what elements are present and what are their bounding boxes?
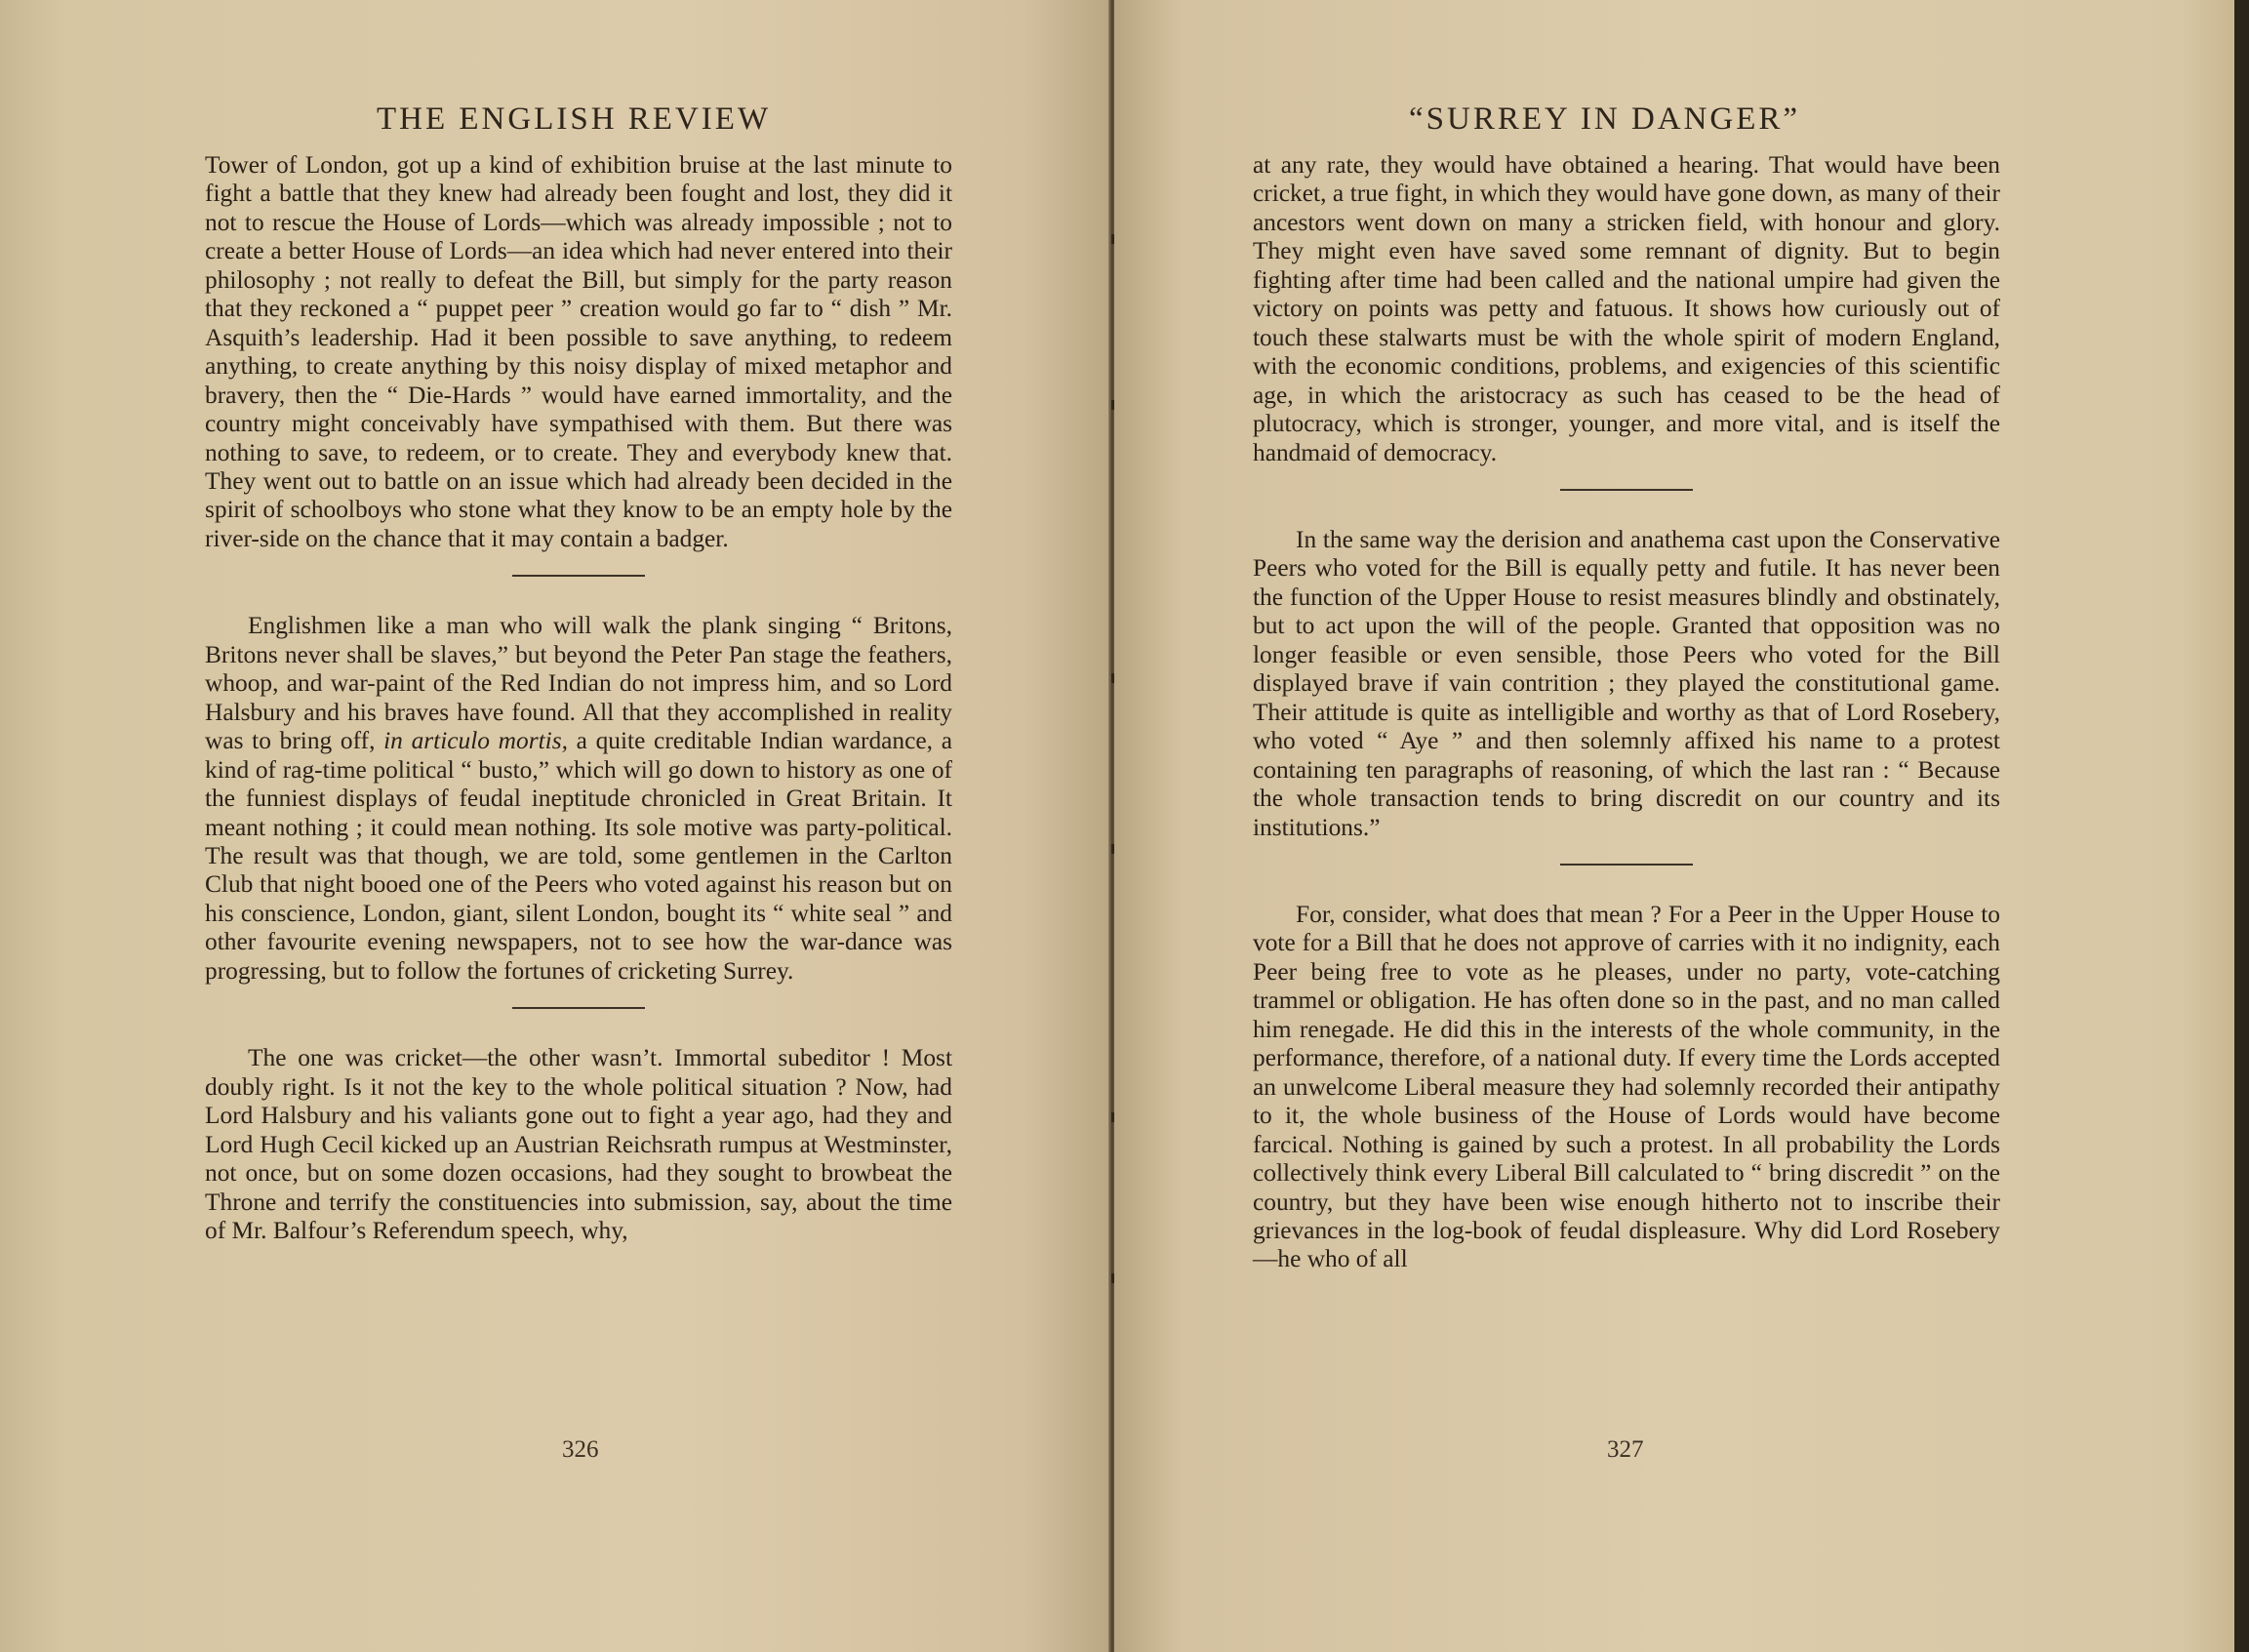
- running-head-right: “SURREY IN DANGER”: [1409, 101, 1801, 137]
- page-number-left: 326: [562, 1436, 599, 1463]
- section-divider-right-1: [1253, 467, 2000, 526]
- section-divider-left-2: [205, 986, 952, 1044]
- right-page: [1114, 0, 2236, 1652]
- page-number-right: 327: [1607, 1436, 1644, 1463]
- section-divider-right-2: [1253, 842, 2000, 901]
- left-paragraph-2: [205, 612, 952, 986]
- right-paragraph-2: In the same way the derision and anathema cast upon the Conservative Peers who voted for the Bill is equally petty and futile. It has never been the function of the Upper House to resist measures blindly and obstinately, but to act upon the will of the people. Granted that opposition was no longer feasible or even sensible, those Peers who voted for the Bill displayed brave if vain contrition ; they played the constitutional game. Their attitude is quite as intelligible and worthy as that of Lord Rosebery, who voted “ Aye ” and then solemnly affixed his name to a protest containing ten paragraphs of reasoning, of which the last ran : “ Because the whole transaction tends to bring discredit on our country and its institutions.”: [1253, 525, 2000, 841]
- left-paragraph-1: Tower of London, got up a kind of exhibition bruise at the last minute to fight a battle that they knew had already been fought and lost, they did it not to rescue the House of Lords—which was already impossible ; not to create a better House of Lords—an idea which had never entered into their philosophy ; not really to defeat the Bill, but simply for the party reason that they reckoned a “ puppet peer ” creation would go far to “ dish ” Mr. Asquith’s leadership. Had it been possible to save anything, to redeem anything, to create anything by this noisy display of mixed metaphor and bravery, then the “ Die-Hards ” would have earned immortality, and the country might conceivably have sympathised with them. But there was nothing to save, to redeem, or to create. They and everybody knew that. They went out to battle on an issue which had already been decided in the spirit of schoolboys who stone what they know to be an empty hole by the river-side on the chance that it may contain a badger.: [205, 151, 952, 552]
- italic-phrase: in articulo mortis,: [383, 727, 568, 755]
- section-divider-left-1: [205, 553, 952, 612]
- page-edge-shadow: [2234, 0, 2249, 1652]
- left-text-block: [205, 151, 952, 1245]
- running-head-left: THE ENGLISH REVIEW: [377, 101, 772, 137]
- left-paragraph-2-end: a quite creditable Indian wardance, a kind of rag-time political “ busto,” which will go down to history as one of the funniest displays of feudal ineptitude chronicled in Great Britain. It meant nothing ; it could mean nothing. Its sole motive was party-political. The result was that though, we are told, some gentlemen in the Carlton Club that night booed one of the Peers who voted against his reason but on his conscience, London, giant, silent London, bought its “ white seal ” and other favourite evening newspapers, not to see how the war-dance was progressing, but to follow the fortunes of cricketing Surrey.: [205, 727, 952, 985]
- right-paragraph-1: at any rate, they would have obtained a hearing. That would have been cricket, a true fight, in which they would have gone down, as many of their ancestors went down on many a stricken field, with honour and glory. They might even have saved some remnant of dignity. But to begin fighting after time had been called and the national umpire had given the victory on points was petty and fatuous. It shows how curiously out of touch these stalwarts must be with the whole spirit of modern England, with the economic conditions, problems, and exigencies of this scientific age, in which the aristocracy as such has ceased to be the head of plutocracy, which is stronger, younger, and more vital, and is itself the handmaid of democracy.: [1253, 151, 2000, 466]
- left-paragraph-3: The one was cricket—the other wasn’t. Immortal subeditor ! Most doubly right. Is it not the key to the whole political situation ? Now, had Lord Halsbury and his valiants gone out to fight a year ago, had they and Lord Hugh Cecil kicked up an Austrian Reichsrath rumpus at Westminster, not once, but on some dozen occasions, had they sought to browbeat the Throne and terrify the constituencies into submission, say, about the time of Mr. Balfour’s Referendum speech, why,: [205, 1044, 952, 1244]
- left-page: [0, 0, 1112, 1652]
- right-paragraph-3: For, consider, what does that mean ? For a Peer in the Upper House to vote for a Bill that he does not approve of carries with it no indignity, each Peer being free to vote as he pleases, under no party, vote-catching trammel or obligation. He has often done so in the past, and no man called him renegade. He did this in the interests of the whole community, in the performance, therefore, of a national duty. If every time the Lords accepted an unwelcome Liberal measure they had solemnly recorded their antipathy to it, the whole business of the House of Lords would have become farcical. Nothing is gained by such a protest. In all probability the Lords collectively think every Liberal Bill calculated to “ bring discredit ” on the country, but they have been wise enough hitherto not to inscribe their grievances in the log-book of feudal displeasure. Why did Lord Rosebery—he who of all: [1253, 900, 2000, 1273]
- left-paragraph-2-start: Englishmen like a man who will walk the plank singing “ Britons, Britons never shall be slaves,” but beyond the Peter Pan stage the feathers, whoop, and war-paint of the Red Indian do not impress him, and so Lord Halsbury and his braves have found. All that they accomplished in reality was to bring off,: [205, 612, 952, 755]
- right-text-block: [1253, 151, 2000, 1274]
